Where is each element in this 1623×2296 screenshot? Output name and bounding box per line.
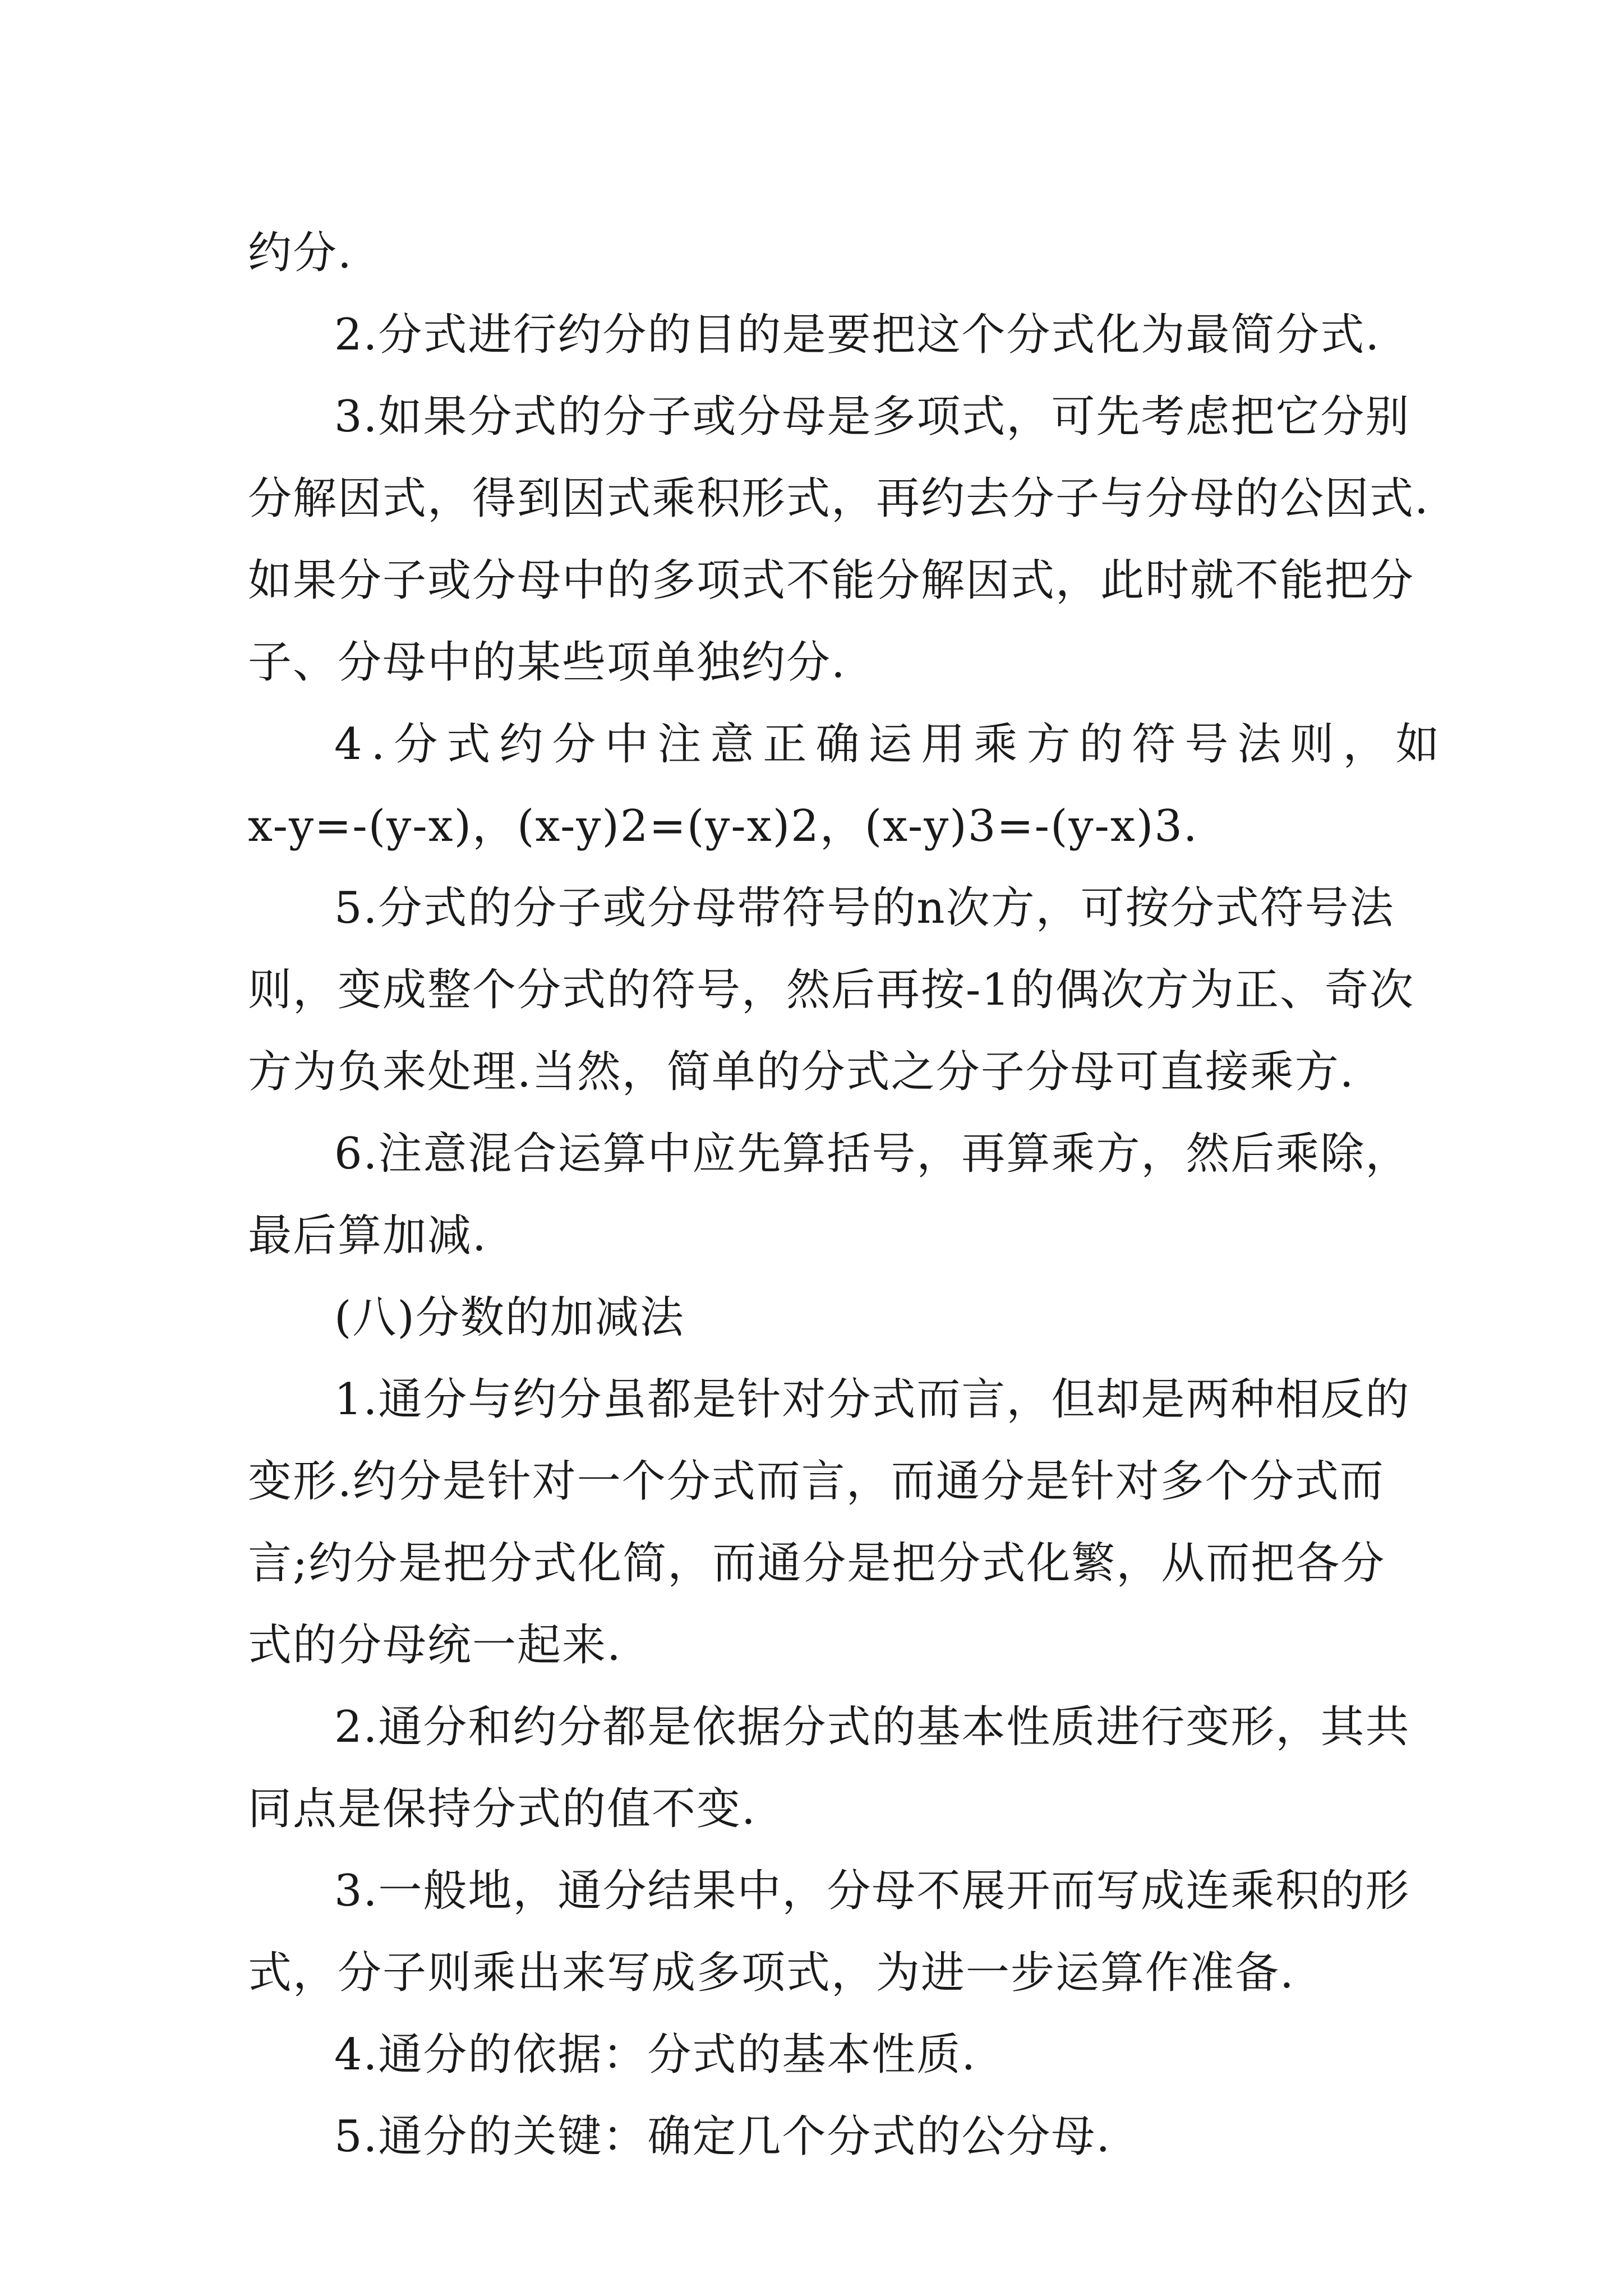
text-line: 子、分母中的某些项单独约分. <box>248 637 846 688</box>
text-line: 方为负来处理.当然，简单的分式之分子分母可直接乘方. <box>248 1047 1355 1097</box>
text-line: 4.分式约分中注意正确运用乘方的符号法则，如 <box>334 719 1449 770</box>
text-line: 变形.约分是针对一个分式而言，而通分是针对多个分式而 <box>248 1456 1385 1507</box>
text-line: 6.注意混合运算中应先算括号，再算乘方，然后乘除， <box>334 1129 1410 1179</box>
text-line: 分解因式，得到因式乘积形式，再约去分子与分母的公因式. <box>248 473 1430 524</box>
text-line: 如果分子或分母中的多项式不能分解因式，此时就不能把分 <box>248 555 1415 606</box>
text-line: 2.分式进行约分的目的是要把这个分式化为最简分式. <box>334 310 1381 360</box>
text-line: 4.通分的依据：分式的基本性质. <box>334 2030 977 2080</box>
section-heading: (八)分数的加减法 <box>334 1292 685 1343</box>
text-line: 1.通分与约分虽都是针对分式而言，但却是两种相反的 <box>334 1374 1410 1425</box>
text-line: 3.一般地，通分结果中，分母不展开而写成连乘积的形 <box>334 1866 1410 1916</box>
text-line: x-y=-(y-x)，(x-y)2=(y-x)2，(x-y)3=-(y-x)3. <box>248 801 1198 852</box>
text-line: 言;约分是把分式化简，而通分是把分式化繁，从而把各分 <box>248 1538 1386 1589</box>
text-line: 式，分子则乘出来写成多项式，为进一步运算作准备. <box>248 1948 1295 1998</box>
text-line: 最后算加减. <box>248 1211 487 1261</box>
text-line: 2.通分和约分都是依据分式的基本性质进行变形，其共 <box>334 1702 1410 1752</box>
document-body <box>248 212 1449 2178</box>
text-line: 5.通分的关键：确定几个分式的公分母. <box>334 2111 1112 2162</box>
text-line: 同点是保持分式的值不变. <box>248 1784 757 1834</box>
text-line: 5.分式的分子或分母带符号的n次方，可按分式符号法 <box>334 883 1395 933</box>
text-line: 3.如果分式的分子或分母是多项式，可先考虑把它分别 <box>334 392 1410 442</box>
text-line: 约分. <box>248 228 353 278</box>
text-line: 则，变成整个分式的符号，然后再按-1的偶次方为正、奇次 <box>248 965 1414 1015</box>
text-line: 式的分母统一起来. <box>248 1620 622 1671</box>
